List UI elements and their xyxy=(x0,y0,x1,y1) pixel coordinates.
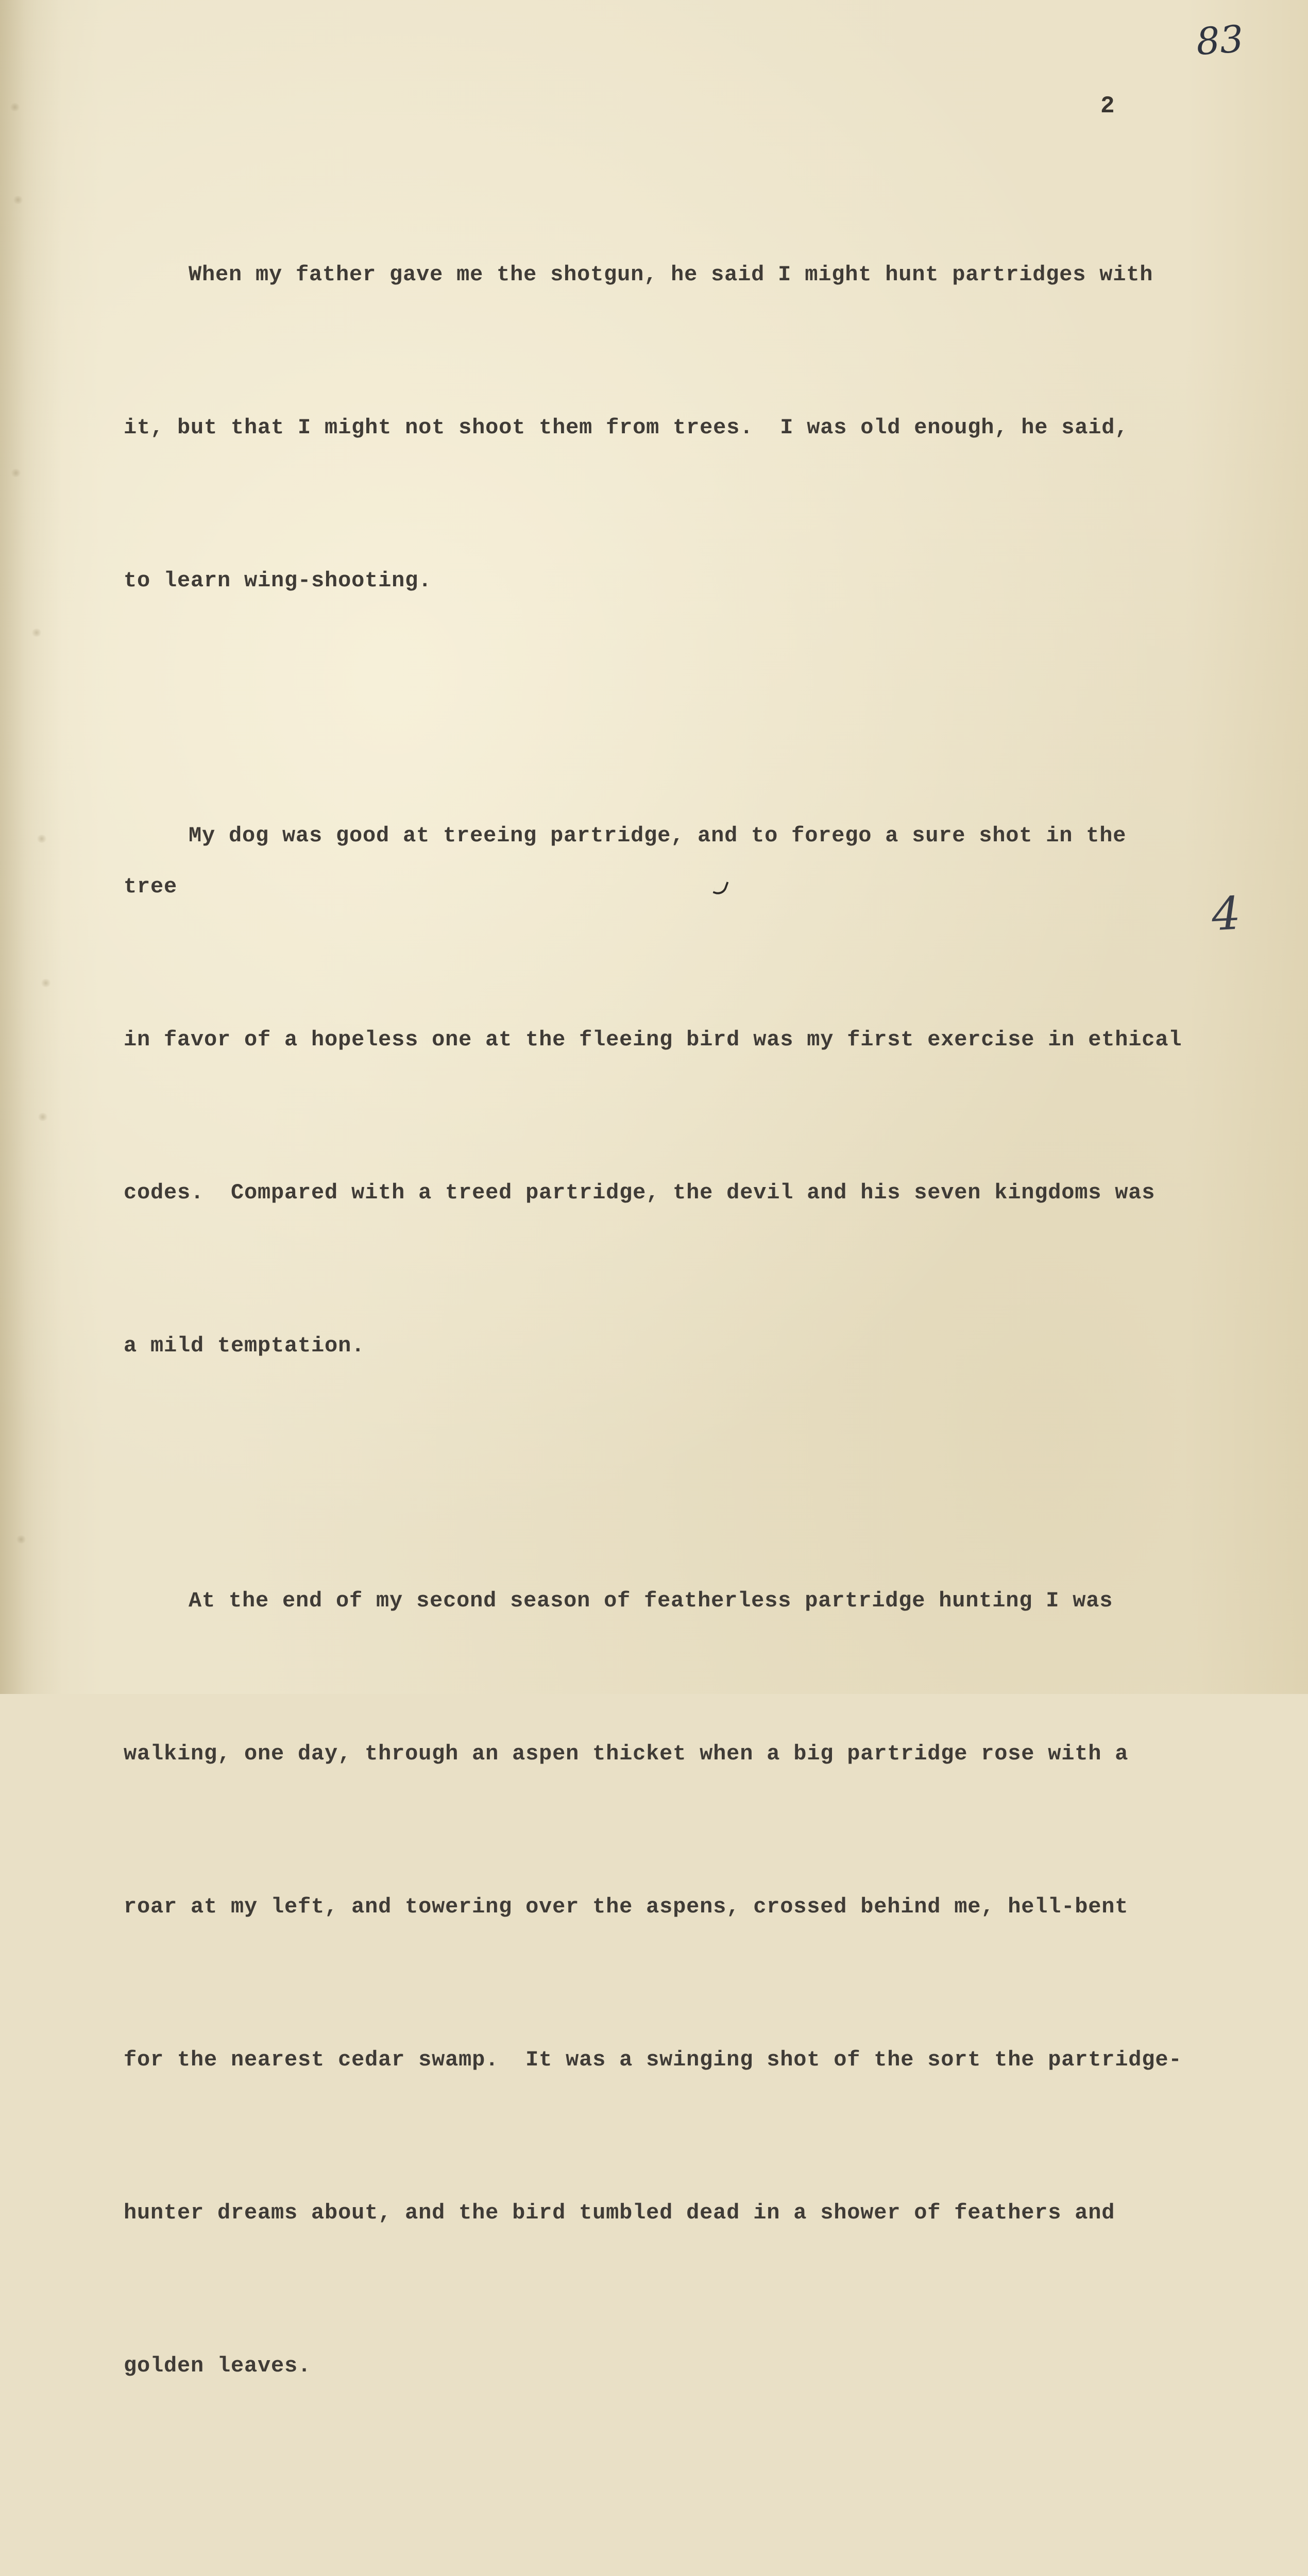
text-line: golden leaves. xyxy=(124,2353,312,2378)
text-line: in favor of a hopeless one at the fleeing bird was my first exercise in ethical xyxy=(124,1027,1182,1052)
text-line: When my father gave me the shotgun, he said I might hunt partridges with xyxy=(189,262,1153,287)
binding-hole-mark xyxy=(31,629,42,637)
text-line: a mild temptation. xyxy=(124,1333,365,1358)
page-number: 2 xyxy=(1100,93,1115,120)
binding-hole-mark xyxy=(10,469,22,477)
typescript-body xyxy=(124,147,1185,2576)
binding-hole-mark xyxy=(12,196,24,204)
handwritten-margin-note: 4 xyxy=(1210,886,1242,941)
text-line: walking, one day, through an aspen thicket when a big partridge rose with a xyxy=(124,1741,1129,1766)
text-line: to learn wing-shooting. xyxy=(124,568,432,593)
text-line: hunter dreams about, and the bird tumbled dead in a shower of feathers and xyxy=(124,2200,1115,2225)
paragraph-4 xyxy=(124,2494,1185,2576)
binding-hole-mark xyxy=(40,979,52,987)
handwritten-manuscript-number: 83 xyxy=(1195,16,1245,64)
paragraph-3 xyxy=(124,1473,1185,2494)
binding-hole-mark xyxy=(15,1535,27,1544)
text-line: for the nearest cedar swamp. It was a swinging shot of the sort the partridge- xyxy=(124,2047,1182,2072)
binding-hole-mark xyxy=(37,1113,48,1121)
binding-hole-mark xyxy=(36,835,47,843)
text-line: At the end of my second season of featherless partridge hunting I was xyxy=(189,1588,1113,1613)
text-line: codes. Compared with a treed partridge, the devil and his seven kingdoms was xyxy=(124,1180,1156,1205)
paper-edge-shadow xyxy=(0,0,62,1694)
text-line: it, but that I might not shoot them from trees. I was old enough, he said, xyxy=(124,415,1129,440)
text-line: My dog was good at treeing partridge, and to forego a sure shot in the tree xyxy=(124,823,1140,899)
text-line: roar at my left, and towering over the aspens, crossed behind me, hell-bent xyxy=(124,1894,1129,1919)
binding-hole-mark xyxy=(9,103,21,111)
paragraph-1 xyxy=(124,147,1185,708)
paragraph-2 xyxy=(124,708,1185,1473)
